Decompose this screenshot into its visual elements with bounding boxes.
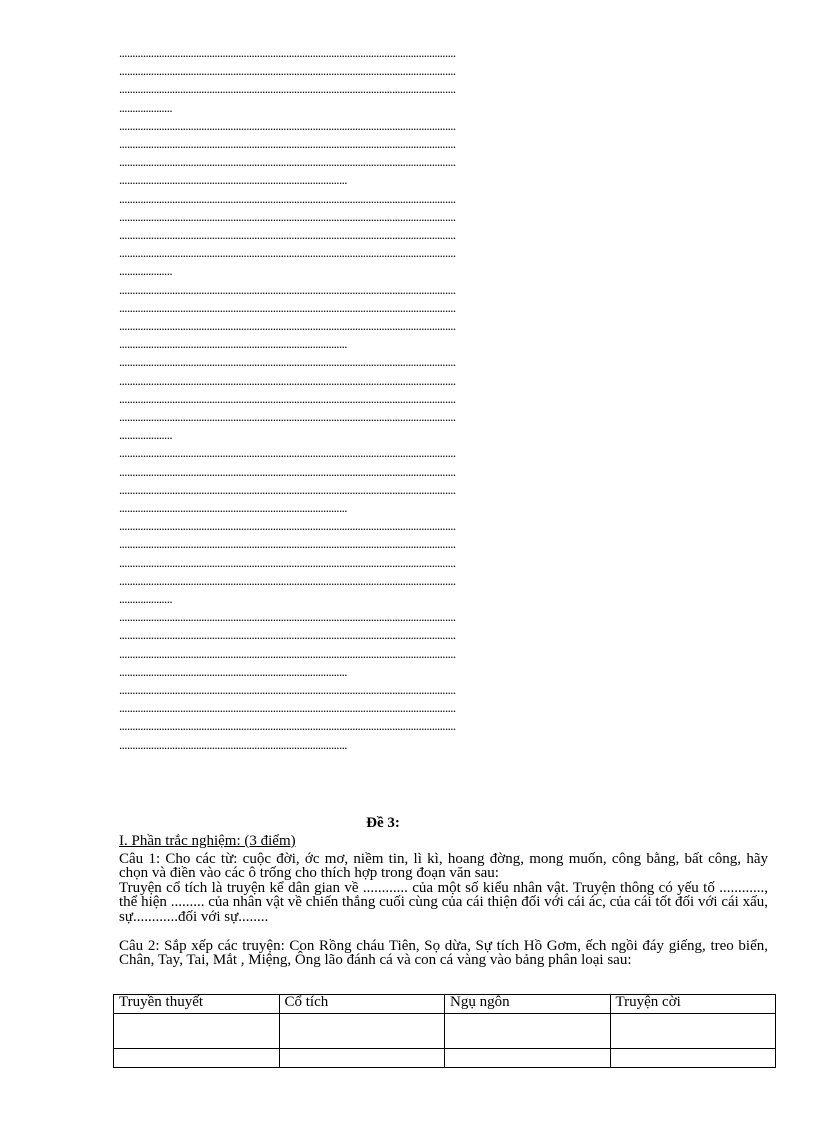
question-2-text: Câu 2: Sắp xếp các truyện: Con Rồng cháu Tiên, Sọ dừa, Sự tích Hồ Gơm, ếch ngồi đáy giếng, treo biển, Chân, Tay, Tai, Mắt , Miệng, Ông lão đánh cá và con cá vàng vào bảng phân loại sau: (119, 938, 768, 969)
table-cell[interactable] (279, 1014, 445, 1049)
answer-line: ............................................................................................................................... (119, 481, 456, 497)
answer-line: ............................................................................................................................... (119, 354, 456, 370)
answer-line: ............................................................................................................................... (119, 227, 456, 242)
answer-line: ............................................................................................................................... (119, 554, 456, 570)
answer-line: ............................................................................................................................... (119, 572, 456, 588)
answer-line: ............................................................................................................................... (119, 627, 456, 643)
answer-line: ............................................................................................................................... (119, 718, 456, 734)
table-header: Truyền thuyết (114, 995, 280, 1014)
answer-line: ............................................................................................................................... (119, 81, 456, 97)
answer-line: ............................................................................................................................... (119, 45, 456, 60)
table-cell[interactable] (445, 1049, 611, 1068)
answer-line: ............................................................................................................................... (119, 445, 456, 461)
table-cell[interactable] (610, 1014, 776, 1049)
answer-line: ............................................................................................................................... (119, 136, 456, 151)
answer-line: ............................................................................................................................... (119, 117, 456, 133)
section-heading: I. Phần trắc nghiệm: (3 điểm) (119, 833, 296, 849)
answer-line: ............................................................................................................................... (119, 518, 456, 534)
answer-line: ............................................................................................................................... (119, 63, 456, 79)
answer-line: ............................................................................................................................... (119, 318, 456, 333)
table-cell[interactable] (279, 1049, 445, 1068)
answer-line: ............................................................................................................................... (119, 299, 456, 315)
answer-line: ............................................................................................................................... (119, 609, 456, 625)
answer-line: ............................................................................................................................... (119, 281, 456, 297)
answer-line: ............................................................................................................................... (119, 682, 456, 697)
table-cell[interactable] (114, 1014, 280, 1049)
answer-line: ............................................................................................................................... (119, 409, 456, 424)
answer-line: ............................................................................................................................... (119, 463, 456, 479)
answer-line: .................... (119, 99, 173, 115)
answer-line: .................... (119, 427, 173, 443)
question-1-intro: Câu 1: Cho các từ: cuộc đời, ớc mơ, niềm tin, lì kì, hoang đờng, mong muốn, công bằng, bất công, hãy chọn và điền vào các ô trống cho thích hợp trong đoạn văn sau: (119, 851, 768, 882)
answer-line: ............................................................................................................................... (119, 536, 456, 552)
answer-line: ...................................................................................... (119, 736, 347, 752)
table-cell[interactable] (445, 1014, 611, 1049)
table-header: Cổ tích (279, 995, 445, 1014)
answer-line: ............................................................................................................................... (119, 645, 456, 661)
answer-line: ............................................................................................................................... (119, 390, 456, 406)
table-header: Truyện cời (610, 995, 776, 1014)
answer-line: ............................................................................................................................... (119, 700, 456, 716)
answer-line: ............................................................................................................................... (119, 154, 456, 170)
table-cell[interactable] (610, 1049, 776, 1068)
answer-line: ...................................................................................... (119, 663, 347, 679)
answer-line: ............................................................................................................................... (119, 208, 456, 224)
answer-line: ............................................................................................................................... (119, 245, 456, 261)
answer-line: .................... (119, 263, 173, 279)
answer-line: ...................................................................................... (119, 336, 347, 352)
classification-table (113, 994, 776, 1068)
question-1-text: Truyện cổ tích là truyện kể dân gian về ............ của một số kiểu nhân vật. Truyện thông có yếu tố ............, thể hiện ......... của nhân vật về chiến thắng cuối cùng của cái thiện đối với cái ác, của cái tốt đối với cái xấu, sự............đối với sự........ (119, 880, 768, 925)
answer-line: ............................................................................................................................... (119, 372, 456, 388)
table-cell[interactable] (114, 1049, 280, 1068)
answer-line: ............................................................................................................................... (119, 190, 456, 206)
answer-line: ...................................................................................... (119, 500, 347, 515)
table-header: Ngụ ngôn (445, 995, 611, 1014)
answer-line: .................... (119, 591, 173, 606)
answer-line: ...................................................................................... (119, 172, 347, 188)
exam-title: Đề 3: (366, 815, 400, 831)
